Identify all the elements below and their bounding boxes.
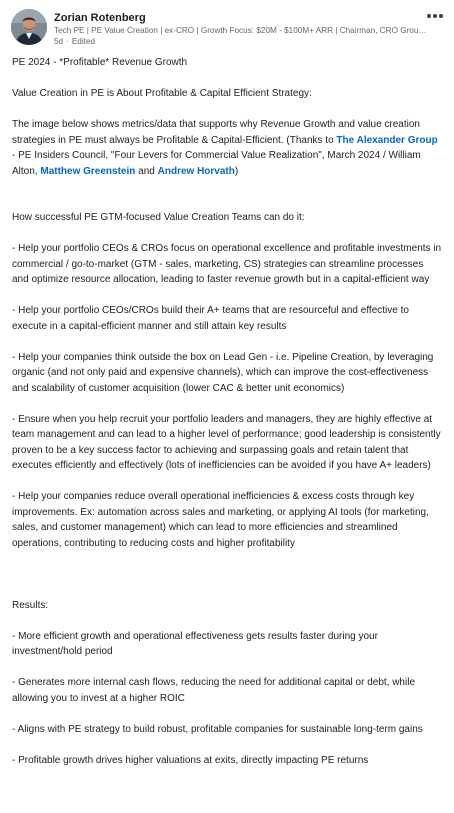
spacer: [12, 551, 442, 598]
mention-link[interactable]: The Alexander Group: [336, 134, 438, 146]
post-age: 5d: [54, 37, 64, 46]
more-dot: [439, 14, 443, 18]
bullet-item: - Help your portfolio CEOs/CROs build their A+ teams that are resourceful and effective to execute in a capital-efficient manner and still attain key results: [12, 305, 409, 332]
result-item: - More efficient growth and operational effectiveness gets results faster during your investment/hold period: [12, 630, 378, 657]
more-dot: [433, 14, 437, 18]
more-dot: [427, 14, 431, 18]
spacer: [12, 288, 442, 304]
result-item: - Aligns with PE strategy to build robust, profitable companies for sustainable long-term gains: [12, 723, 423, 735]
post-meta: [54, 36, 434, 47]
bullet-item: - Ensure when you help recruit your portfolio leaders and managers, they are highly effective at team management and can lead to a higher level of performance; good leadership is consistently proven to be a key success factor to achieving and surpassing goals and retain talent that executes efficiently and effectively (lots of inefficiencies can be avoided if you have A+ leaders): [12, 413, 441, 471]
meta-separator: ·: [66, 37, 69, 46]
spacer: [12, 613, 442, 629]
post-header: [11, 9, 451, 53]
result-item: - Generates more internal cash flows, reducing the need for additional capital or debt, while allowing you to invest at a higher ROIC: [12, 677, 416, 704]
more-options-icon[interactable]: [423, 9, 447, 23]
author-info: [54, 12, 434, 47]
mention-link[interactable]: Andrew Horvath: [157, 165, 235, 177]
spacer: [12, 706, 442, 722]
author-avatar[interactable]: [11, 9, 47, 45]
post-title: PE 2024 - *Profitable* Revenue Growth: [12, 57, 188, 68]
spacer: [12, 396, 442, 412]
bullet-item: - Help your portfolio CEOs & CROs focus on operational excellence and profitable investments in commercial / go-to-market (GTM - sales, marketing, CS) strategies can streamline processes and optimize resource allocation, leading to faster revenue growth but in a capital-efficient way: [12, 243, 442, 285]
credits-text: and: [135, 165, 158, 177]
spacer: [12, 102, 442, 118]
spacer: [12, 474, 442, 490]
bullet-item: - Help your companies reduce overall operational inefficiencies & excess costs through key improvements. Ex: automation across sales and marketing, or applying AI tools (for marketing, sales, and customer management) which can lead to more efficiencies and streamlined operations, contributing to reducing costs and higher profitability: [12, 491, 429, 549]
spacer: [12, 334, 442, 350]
result-item: - Profitable growth drives higher valuations at exits, directly impacting PE returns: [12, 754, 369, 766]
credits-text: ): [234, 165, 239, 177]
edited-label: Edited: [71, 37, 96, 46]
spacer: [12, 737, 442, 753]
bullet-item: - Help your companies think outside the box on Lead Gen - i.e. Pipeline Creation, by leveraging organic (and not only paid and expensive channels), which can improve the cost-effectiveness and scalability of customer acquisition (lower CAC & better unit economics): [12, 351, 434, 394]
spacer: [12, 71, 442, 87]
credits-paragraph: [12, 117, 442, 179]
results-heading: Results:: [12, 599, 49, 611]
spacer: [12, 179, 442, 210]
credits-text: - PE Insiders Council, "Four Levers for Commercial Value Realization", March 2024 / William Alton,: [12, 150, 421, 177]
credits-text: The image below shows metrics/data that supports why Revenue Growth and value creation strategies in PE must always be Profitable & Capital-Efficient. (Thanks to: [12, 119, 420, 146]
post-intro: Value Creation in PE is About Profitable & Capital Efficient Strategy:: [12, 88, 312, 99]
author-name[interactable]: Zorian Rotenberg: [54, 12, 146, 24]
author-headline: Tech PE | PE Value Creation | ex-CRO | Growth Focus: $20M - $100M+ ARR | Chairman, CRO Grou…: [54, 26, 427, 35]
post-body: [12, 55, 442, 768]
how-heading: How successful PE GTM-focused Value Creation Teams can do it:: [12, 212, 305, 223]
spacer: [12, 226, 442, 242]
spacer: [12, 660, 442, 676]
mention-link[interactable]: Matthew Greenstein: [40, 165, 136, 177]
profile-photo-icon: [11, 9, 47, 45]
